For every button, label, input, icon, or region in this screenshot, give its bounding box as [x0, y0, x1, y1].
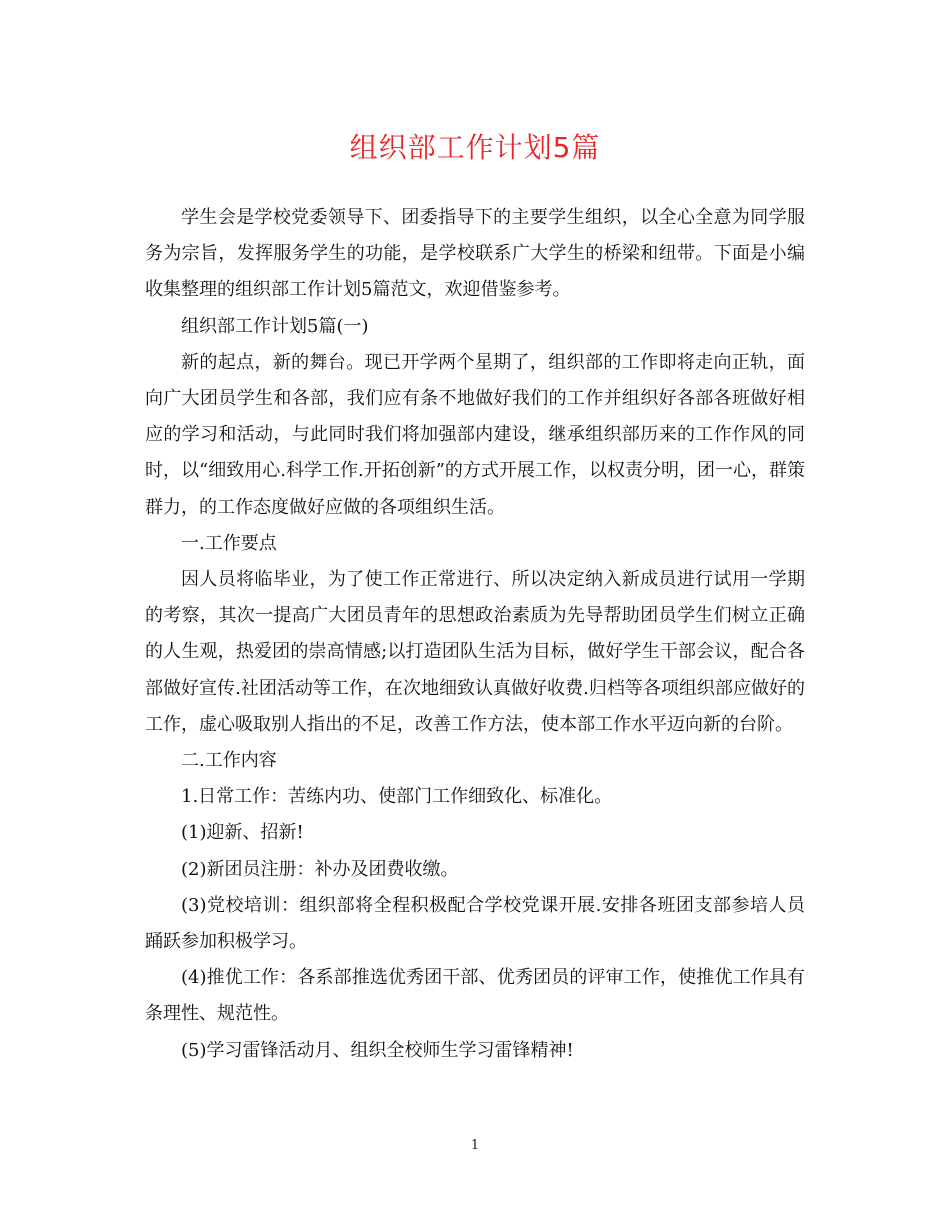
list-item: 1.日常工作：苦练内功、使部门工作细致化、标准化。 [181, 786, 613, 808]
section-heading-plan-1: 组织部工作计划5篇(一) [181, 315, 369, 337]
section-heading-work-content: 二.工作内容 [181, 750, 277, 772]
list-item: (1)迎新、招新! [181, 822, 304, 844]
document-body [145, 200, 805, 1069]
list-item: (4)推优工作：各系部推选优秀团干部、优秀团员的评审工作，使推优工作具有条理性、规范性。 [145, 967, 805, 1025]
list-item: (3)党校培训：组织部将全程积极配合学校党课开展.安排各班团支部参培人员踊跃参加积极学习。 [145, 894, 805, 953]
body-paragraph: 新的起点，新的舞台。现已开学两个星期了，组织部的工作即将走向正轨，面向广大团员学生和各部，我们应有条不地做好我们的工作并组织好各部各班做好相应的学习和活动，与此同时我们将加强部内建设，继承组织部历来的工作作风的同时，以“细致用心.科学工作.开拓创新”的方式开展工作，以权责分明，团一心，群策群力，的工作态度做好应做的各项组织生活。 [145, 351, 805, 518]
intro-paragraph: 学生会是学校党委领导下、团委指导下的主要学生组织，以全心全意为同学服务为宗旨，发挥服务学生的功能，是学校联系广大学生的桥梁和纽带。下面是小编收集整理的组织部工作计划5篇范文，欢迎借鉴参考。 [145, 207, 805, 301]
page-number: 1 [470, 1138, 480, 1153]
document-title: 组织部工作计划5篇 [349, 131, 601, 164]
section-heading-key-points: 一.工作要点 [181, 532, 277, 554]
body-paragraph: 因人员将临毕业，为了使工作正常进行、所以决定纳入新成员进行试用一学期的考察，其次一提高广大团员青年的思想政治素质为先导帮助团员学生们树立正确的人生观，热爱团的崇高情感;以打造团队生活为目标，做好学生干部会议，配合各部做好宣传.社团活动等工作，在次地细致认真做好收费.归档等各项组织部应做好的工作，虚心吸取别人指出的不足，改善工作方法，使本部工作水平迈向新的台阶。 [145, 569, 805, 735]
list-item: (5)学习雷锋活动月、组织全校师生学习雷锋精神! [181, 1039, 574, 1061]
list-item: (2)新团员注册：补办及团费收缴。 [181, 858, 459, 880]
